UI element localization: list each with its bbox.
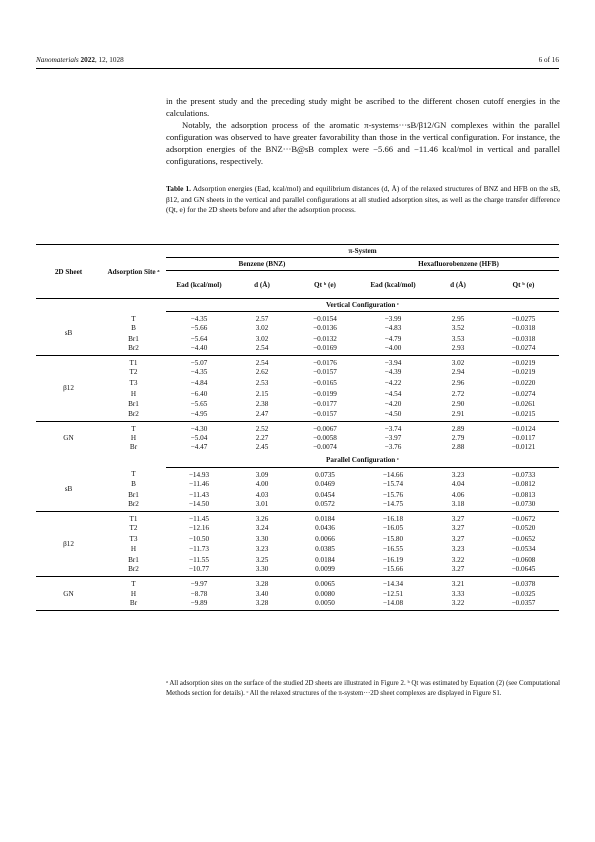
value-cell: 4.06	[451, 490, 465, 499]
value-cell: 3.25	[255, 555, 269, 564]
value-cell: 0.0469	[315, 479, 335, 488]
table-row	[36, 479, 559, 490]
table-row	[36, 399, 559, 410]
value-cell: −0.0124	[511, 424, 536, 433]
site-cell: T3	[129, 379, 138, 388]
value-cell: −0.0165	[313, 379, 337, 388]
value-cell: 0.0065	[315, 580, 335, 589]
table-row	[36, 334, 559, 345]
value-cell: −0.0220	[511, 379, 536, 388]
value-cell: 4.00	[255, 479, 269, 488]
value-cell: −0.0219	[511, 359, 536, 368]
value-cell: −3.74	[384, 424, 402, 433]
section-label: Vertical Configuration ᶜ	[166, 299, 559, 312]
value-cell: 2.27	[255, 433, 269, 442]
value-cell: 2.53	[255, 379, 269, 388]
value-cell: −4.47	[190, 443, 208, 452]
table-body	[36, 299, 559, 611]
value-cell: −0.0730	[488, 500, 559, 512]
value-cell: −4.50	[358, 410, 428, 422]
value-cell: −16.18	[382, 514, 404, 523]
col-2d-sheet: 2D Sheet	[36, 245, 101, 299]
col-hfb-qt: Qt ᵇ (e)	[488, 271, 559, 299]
table-row	[36, 433, 559, 444]
site-cell: T	[131, 470, 136, 479]
value-cell: −11.55	[189, 555, 209, 564]
value-cell: 3.02	[255, 334, 269, 343]
table-row	[36, 577, 559, 589]
value-cell: 2.90	[451, 400, 465, 409]
value-cell: 0.0572	[292, 500, 358, 512]
section-spacer	[36, 454, 166, 467]
col-bnz-ead: Ead (kcal/mol)	[166, 271, 232, 299]
value-cell: 3.27	[451, 534, 465, 543]
value-cell: 2.52	[255, 424, 269, 433]
value-cell: −4.35	[190, 315, 208, 323]
value-cell: 2.38	[255, 400, 269, 409]
value-cell: −16.55	[382, 545, 404, 554]
value-cell: 3.26	[255, 514, 269, 523]
value-cell: −0.0812	[511, 479, 536, 488]
table-row	[36, 378, 559, 389]
value-cell: −0.0275	[511, 315, 536, 323]
value-cell: 0.0454	[315, 490, 335, 499]
table-row	[36, 555, 559, 566]
value-cell: 3.53	[451, 334, 465, 343]
value-cell: −0.0520	[511, 524, 536, 533]
table-row	[36, 312, 559, 324]
value-cell: 2.62	[255, 368, 269, 377]
section-row	[36, 454, 559, 467]
value-cell: 3.40	[255, 589, 269, 598]
value-cell: −0.0318	[511, 324, 536, 333]
value-cell: 0.0735	[315, 470, 335, 479]
value-cell: −3.94	[384, 359, 402, 368]
value-cell: 2.96	[451, 379, 465, 388]
value-cell: 2.47	[232, 410, 292, 422]
paragraph-2: Notably, the adsorption process of the aromatic π-systems···sB/β12/GN complexes within the parallel configuration was observed to have greater favorability than those in the vertical configuration. For instance, the adsorption energies of the BNZ···B@sB complex were −5.66 and −11.46 kcal/mol in vertical and parallel configurations, respectively.	[166, 120, 560, 167]
value-cell: −0.0645	[488, 565, 559, 577]
value-cell: −0.0274	[511, 389, 536, 398]
value-cell: 3.09	[255, 470, 269, 479]
value-cell: −3.97	[384, 433, 402, 442]
value-cell: 3.22	[451, 555, 465, 564]
sheet-cell: sB	[36, 312, 101, 356]
value-cell: 2.54	[255, 359, 269, 368]
site-cell: T	[131, 314, 136, 323]
value-cell: 3.27	[451, 514, 465, 523]
value-cell: −4.22	[384, 379, 402, 388]
site-cell: H	[130, 589, 137, 598]
value-cell: 4.03	[255, 490, 269, 499]
value-cell: 2.45	[255, 443, 269, 452]
value-cell: 3.18	[428, 500, 488, 512]
col-hfb: Hexafluorobenzene (HFB)	[358, 258, 559, 271]
site-cell: T	[131, 424, 136, 433]
value-cell: −0.0132	[313, 334, 337, 343]
site-cell: H	[130, 389, 137, 398]
header-rule	[36, 68, 559, 69]
value-cell: −12.16	[188, 524, 210, 533]
value-cell: −0.0215	[488, 410, 559, 422]
value-cell: −3.76	[384, 443, 402, 452]
table-row	[36, 533, 559, 544]
value-cell: −10.77	[166, 565, 232, 577]
table-row	[36, 599, 559, 611]
value-cell: 2.15	[255, 389, 269, 398]
table-row	[36, 500, 559, 512]
site-cell: Br	[101, 599, 166, 611]
value-cell: −14.50	[166, 500, 232, 512]
sheet-cell: GN	[36, 577, 101, 611]
site-cell: Br2	[101, 344, 166, 356]
value-cell: 0.0385	[315, 545, 335, 554]
value-cell: −11.43	[189, 490, 209, 499]
site-cell: Br1	[128, 334, 139, 343]
value-cell: −0.0117	[511, 433, 536, 442]
page-header	[36, 56, 559, 64]
table-row	[36, 367, 559, 378]
value-cell: 3.30	[255, 534, 269, 543]
value-cell: 2.54	[232, 344, 292, 356]
value-cell: −5.07	[190, 359, 208, 368]
value-cell: −9.89	[166, 599, 232, 611]
value-cell: −4.40	[166, 344, 232, 356]
value-cell: −5.65	[190, 400, 208, 409]
value-cell: −11.73	[189, 545, 209, 554]
value-cell: −0.0067	[313, 424, 337, 433]
col-adsorption-site: Adsorption Site ᵃ	[101, 245, 166, 299]
value-cell: 3.28	[255, 580, 269, 589]
table-row	[36, 565, 559, 577]
table-row	[36, 443, 559, 454]
value-cell: −11.45	[189, 514, 209, 523]
site-cell: Br	[129, 443, 138, 452]
value-cell: 3.21	[451, 580, 465, 589]
value-cell: −0.0136	[313, 324, 337, 333]
sheet-cell: β12	[36, 356, 101, 421]
value-cell: −15.76	[382, 490, 404, 499]
table-row	[36, 511, 559, 523]
value-cell: −16.05	[382, 524, 404, 533]
value-cell: 3.52	[451, 324, 465, 333]
value-cell: 3.33	[451, 589, 465, 598]
table-row	[36, 544, 559, 555]
value-cell: −14.66	[382, 470, 404, 479]
value-cell: −0.0058	[313, 433, 337, 442]
value-cell: 3.02	[451, 359, 465, 368]
value-cell: −0.0219	[511, 368, 536, 377]
value-cell: −6.40	[190, 389, 208, 398]
value-cell: −0.0672	[511, 514, 536, 523]
site-cell: Br2	[101, 500, 166, 512]
value-cell: 0.0184	[315, 555, 335, 564]
value-cell: 3.22	[428, 599, 488, 611]
table-caption	[166, 184, 560, 216]
site-cell: Br1	[128, 400, 139, 409]
table-row	[36, 344, 559, 356]
value-cell: −10.50	[188, 534, 210, 543]
value-cell: −0.0652	[511, 534, 536, 543]
col-pi-system: π-System	[166, 245, 559, 258]
site-cell: T2	[129, 368, 138, 377]
value-cell: −4.35	[190, 368, 208, 377]
value-cell: −5.64	[190, 334, 208, 343]
value-cell: −0.0157	[292, 410, 358, 422]
value-cell: −0.0357	[488, 599, 559, 611]
value-cell: −0.0274	[488, 344, 559, 356]
value-cell: 2.79	[451, 433, 465, 442]
value-cell: 0.0050	[292, 599, 358, 611]
results-table	[36, 244, 559, 611]
value-cell: 2.88	[451, 443, 465, 452]
value-cell: 0.0184	[315, 514, 335, 523]
table-row	[36, 421, 559, 433]
section-spacer	[36, 299, 166, 312]
value-cell: 2.93	[428, 344, 488, 356]
sheet-cell: GN	[63, 433, 74, 442]
value-cell: −0.0176	[313, 359, 337, 368]
site-cell: T	[131, 580, 136, 589]
value-cell: 2.94	[451, 368, 465, 377]
table-row	[36, 323, 559, 334]
value-cell: −4.54	[384, 389, 402, 398]
site-cell: Br1	[128, 490, 139, 499]
site-cell: T1	[129, 514, 138, 523]
col-bnz-qt: Qt ᵇ (e)	[292, 271, 358, 299]
value-cell: −4.00	[358, 344, 428, 356]
site-cell: H	[130, 433, 137, 442]
sheet-cell: β12	[36, 511, 101, 576]
value-cell: 3.30	[232, 565, 292, 577]
site-cell: T2	[129, 524, 138, 533]
value-cell: −14.34	[382, 580, 404, 589]
section-label: Parallel Configuration ᶜ	[166, 454, 559, 467]
col-hfb-d: d (Å)	[428, 271, 488, 299]
value-cell: −0.0318	[511, 334, 536, 343]
value-cell: −0.0177	[313, 400, 337, 409]
section-row	[36, 299, 559, 312]
value-cell: −8.78	[190, 589, 208, 598]
value-cell: 4.04	[451, 479, 465, 488]
col-benzene: Benzene (BNZ)	[166, 258, 358, 271]
site-cell: B	[131, 324, 136, 333]
table-row	[36, 410, 559, 422]
table-row	[36, 388, 559, 399]
value-cell: −0.0813	[511, 490, 536, 499]
value-cell: −0.0733	[511, 470, 536, 479]
journal-year: 2022	[80, 56, 95, 64]
value-cell: 3.23	[451, 545, 465, 554]
value-cell: 0.0080	[315, 589, 335, 598]
value-cell: −9.97	[190, 580, 208, 589]
value-cell: 3.23	[255, 545, 269, 554]
journal-name: Nanomaterials	[36, 56, 79, 64]
value-cell: −0.0169	[292, 344, 358, 356]
value-cell: 2.72	[451, 389, 465, 398]
col-bnz-d: d (Å)	[232, 271, 292, 299]
value-cell: 3.23	[451, 470, 465, 479]
value-cell: −15.66	[358, 565, 428, 577]
table-row	[36, 523, 559, 534]
value-cell: −15.80	[382, 534, 404, 543]
table-row	[36, 467, 559, 479]
value-cell: −0.0608	[511, 555, 536, 564]
value-cell: 3.24	[255, 524, 269, 533]
journal-volume: , 12, 1028	[94, 56, 124, 64]
value-cell: 0.0066	[315, 534, 335, 543]
caption-text: Adsorption energies (Ead, kcal/mol) and equilibrium distances (d, Å) of the relaxed structures of BNZ and HFB on the sB, β12, and GN sheets in the vertical and parallel configurations at all studied adsorption sites, as well as the charge transfer difference (Qt, e) for the 2D sheets before and after the adsorption process.	[166, 184, 561, 215]
value-cell: −0.0157	[313, 368, 337, 377]
value-cell: −0.0378	[511, 580, 536, 589]
value-cell: −14.08	[358, 599, 428, 611]
value-cell: 2.91	[428, 410, 488, 422]
value-cell: 3.02	[255, 324, 269, 333]
value-cell: −12.51	[382, 589, 404, 598]
col-hfb-ead: Ead (kcal/mol)	[358, 271, 428, 299]
site-cell: T1	[129, 359, 138, 368]
table-footnote: ᵃ All adsorption sites on the surface of the studied 2D sheets are illustrated in Figure 2. ᵇ Qt was estimated by Equation (2) (see Computational Methods section for details). ᶜ All the relaxed structures of the π-system···2D sheet complexes are displayed in Figure S1.	[166, 680, 560, 697]
site-cell: T3	[129, 534, 138, 543]
value-cell: −0.0199	[313, 389, 337, 398]
value-cell: −0.0074	[313, 443, 337, 452]
value-cell: −4.20	[384, 400, 402, 409]
value-cell: 3.27	[451, 524, 465, 533]
body-text	[166, 95, 560, 168]
paragraph-1: in the present study and the preceding study might be ascribed to the different chosen cutoff energies in the calculations.	[166, 96, 560, 119]
value-cell: −0.0261	[511, 400, 536, 409]
value-cell: −14.75	[358, 500, 428, 512]
value-cell: −4.95	[166, 410, 232, 422]
value-cell: −5.04	[190, 433, 208, 442]
value-cell: 2.89	[451, 424, 465, 433]
value-cell: 2.57	[255, 315, 269, 323]
value-cell: −0.0121	[511, 443, 536, 452]
value-cell: −4.79	[384, 334, 402, 343]
value-cell: −4.39	[384, 368, 402, 377]
value-cell: 3.01	[232, 500, 292, 512]
value-cell: 3.27	[428, 565, 488, 577]
value-cell: −11.46	[189, 479, 209, 488]
site-cell: Br2	[101, 565, 166, 577]
value-cell: −4.30	[190, 424, 208, 433]
value-cell: −16.19	[382, 555, 404, 564]
value-cell: 3.28	[232, 599, 292, 611]
table-row	[36, 356, 559, 368]
site-cell: B	[131, 479, 136, 488]
value-cell: −15.74	[382, 479, 404, 488]
table-row	[36, 489, 559, 500]
value-cell: −5.66	[190, 324, 208, 333]
sheet-cell: sB	[36, 467, 101, 511]
site-cell: Br1	[128, 555, 139, 564]
value-cell: −0.0534	[511, 545, 536, 554]
value-cell: 2.95	[451, 315, 465, 323]
table-row	[36, 588, 559, 599]
value-cell: −3.99	[384, 315, 402, 323]
value-cell: −0.0154	[313, 315, 337, 323]
value-cell: −0.0325	[511, 589, 536, 598]
page-number: 6 of 16	[538, 56, 559, 64]
value-cell: −14.93	[188, 470, 210, 479]
site-cell: Br2	[101, 410, 166, 422]
value-cell: −4.83	[384, 324, 402, 333]
journal-citation	[36, 56, 124, 64]
value-cell: −4.84	[190, 379, 208, 388]
site-cell: H	[130, 545, 137, 554]
value-cell: 0.0099	[292, 565, 358, 577]
value-cell: 0.0436	[315, 524, 335, 533]
caption-label: Table 1.	[166, 184, 192, 193]
